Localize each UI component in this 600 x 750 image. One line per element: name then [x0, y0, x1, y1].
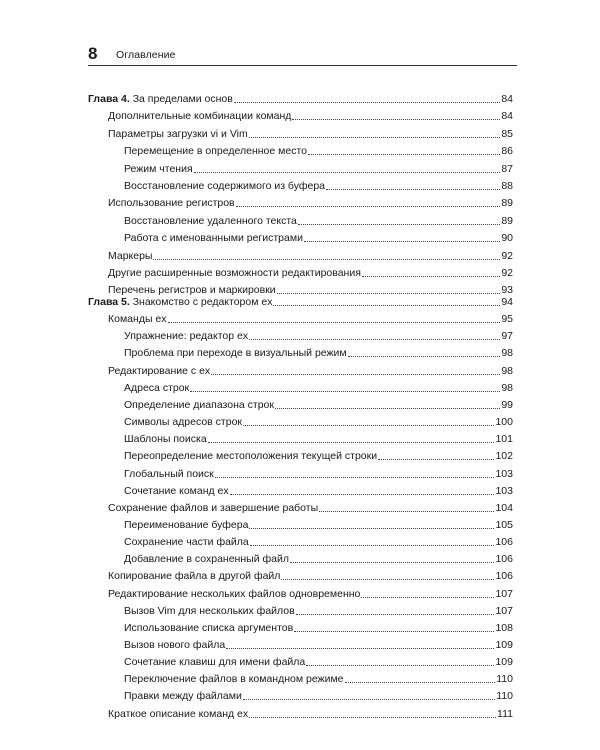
toc-title-text: Определение диапазона строк	[124, 399, 274, 411]
toc-entry	[124, 141, 513, 158]
toc-entry	[124, 395, 513, 412]
toc-entry-title	[124, 180, 325, 193]
toc-entry	[108, 566, 513, 583]
toc-entry	[124, 635, 513, 652]
toc-title-text: Символы адресов строк	[124, 416, 243, 428]
toc-page-number: 108	[495, 622, 513, 634]
toc-entry	[124, 549, 513, 566]
toc-entry-title	[124, 536, 249, 549]
toc-entry-title	[108, 570, 280, 583]
dot-leader	[249, 339, 500, 340]
dot-leader	[362, 276, 500, 277]
toc-page-number: 98	[501, 347, 513, 359]
dot-leader	[249, 717, 496, 718]
toc-entry-title	[124, 519, 248, 532]
toc-chapter-entry	[88, 292, 513, 309]
toc-page-number: 98	[501, 365, 513, 377]
toc-entry	[108, 124, 513, 141]
toc-entry-title	[124, 656, 305, 669]
dot-leader	[249, 137, 501, 138]
toc-page-number: 102	[495, 450, 513, 462]
toc-page-number: 89	[501, 197, 513, 209]
dot-leader	[226, 648, 494, 649]
toc-title-text: Сочетание команд ex	[124, 485, 229, 497]
toc-page-number: 88	[501, 180, 513, 192]
toc-entry-title	[108, 267, 361, 280]
toc-title-text: Вызов Vim для нескольких файлов	[124, 605, 295, 617]
toc-title-text: Адреса строк	[124, 382, 190, 394]
toc-page-number: 109	[495, 656, 513, 668]
toc-entry	[124, 378, 513, 395]
toc-title-text: Переключение файлов в командном режиме	[124, 673, 344, 685]
toc-page-number: 105	[495, 519, 513, 531]
dot-leader	[243, 699, 495, 700]
dot-leader	[194, 172, 501, 173]
toc-entry	[108, 361, 513, 378]
toc-title-text: Сохранение части файла	[124, 536, 249, 548]
toc-title-text: Перечень регистров и маркировки	[108, 284, 276, 296]
toc-page-number: 87	[501, 163, 513, 175]
toc-entry-title	[124, 553, 289, 566]
header-divider	[88, 65, 517, 66]
toc-entry	[108, 193, 513, 210]
toc-entry	[124, 515, 513, 532]
toc-entry	[124, 429, 513, 446]
toc-page-number: 93	[501, 284, 513, 296]
toc-entry-title	[124, 468, 214, 481]
toc-title-text: Дополнительные комбинации команд	[108, 110, 292, 122]
toc-entry-title	[124, 232, 303, 245]
toc-entry	[124, 326, 513, 343]
toc-entry-title	[124, 416, 242, 429]
toc-entry-title	[108, 313, 167, 326]
toc-page-number: 111	[497, 708, 513, 720]
dot-leader	[168, 322, 501, 323]
toc-entry	[124, 618, 513, 635]
toc-title-text: Знакомство с редактором ex	[132, 296, 273, 308]
toc-title-text: Работа с именованными регистрами	[124, 232, 303, 244]
toc-page-number: 95	[501, 313, 513, 325]
toc-entry	[124, 669, 513, 686]
toc-page-number: 97	[501, 330, 513, 342]
toc-page-number: 106	[495, 553, 513, 565]
dot-leader	[234, 102, 500, 103]
toc-title-text: Команды ex	[108, 313, 167, 325]
toc-entry	[124, 481, 513, 498]
toc-entry-title	[124, 639, 225, 652]
toc-entry-title	[88, 296, 272, 309]
page-number: 8	[88, 44, 98, 63]
toc-chapter-entry	[88, 89, 513, 106]
toc-entry-title	[124, 433, 207, 446]
dot-leader	[345, 682, 496, 683]
dot-leader	[298, 224, 500, 225]
toc-title-text: Глобальный поиск	[124, 468, 214, 480]
toc-page-number: 109	[495, 639, 513, 651]
toc-entry	[124, 343, 513, 360]
dot-leader	[273, 305, 500, 306]
toc-entry-title	[124, 605, 295, 618]
toc-page-number: 100	[495, 416, 513, 428]
toc-title-text: Краткое описание команд ex	[108, 708, 249, 720]
toc-entry-title	[88, 93, 233, 106]
toc-entry-title	[108, 502, 318, 515]
dot-leader	[292, 119, 500, 120]
toc-entry	[124, 412, 513, 429]
toc-entry	[108, 106, 513, 123]
toc-entry	[124, 228, 513, 245]
toc-chapter-label: Глава 5.	[88, 296, 130, 308]
toc-page-number: 94	[501, 296, 513, 308]
toc-entry	[108, 246, 513, 263]
toc-entry	[124, 211, 513, 228]
toc-entry	[108, 263, 513, 280]
dot-leader	[211, 374, 500, 375]
toc-entry-title	[124, 145, 307, 158]
toc-entry	[124, 464, 513, 481]
toc-entry-title	[108, 250, 152, 263]
toc-page-number: 104	[495, 502, 513, 514]
toc-entry	[124, 176, 513, 193]
toc-title-text: Использование списка аргументов	[124, 622, 294, 634]
toc-page-number: 107	[495, 588, 513, 600]
toc-title-text: Переопределение местоположения текущей строки	[124, 450, 378, 462]
toc-title-text: Упражнение: редактор ex	[124, 330, 249, 342]
toc-title-text: Параметры загрузки vi и Vim	[108, 128, 248, 140]
toc-page-number: 110	[496, 673, 513, 685]
toc-entry-title	[108, 365, 210, 378]
toc-entry	[124, 446, 513, 463]
toc-title-text: Шаблоны поиска	[124, 433, 207, 445]
dot-leader	[326, 189, 500, 190]
toc-title-text: За пределами основ	[132, 93, 233, 105]
toc-page-number: 92	[501, 267, 513, 279]
toc-page-number: 86	[501, 145, 513, 157]
toc-entry-title	[108, 110, 291, 123]
dot-leader	[215, 477, 495, 478]
dot-leader	[290, 562, 495, 563]
dot-leader	[378, 459, 494, 460]
toc-chapter-label: Глава 4.	[88, 93, 130, 105]
toc-title-text: Перемещение в определенное место	[124, 145, 307, 157]
toc-page-number: 103	[495, 485, 513, 497]
dot-leader	[275, 408, 500, 409]
toc-entry	[124, 652, 513, 669]
page-header	[88, 44, 517, 66]
dot-leader	[306, 665, 494, 666]
toc-entry-title	[124, 163, 193, 176]
toc-page-number: 110	[496, 690, 513, 702]
dot-leader	[249, 528, 494, 529]
toc-entry	[108, 704, 513, 721]
toc-entry-title	[108, 708, 248, 721]
toc-page-number: 98	[501, 382, 513, 394]
toc-page-number: 84	[501, 93, 513, 105]
toc-entry-title	[124, 450, 377, 463]
toc-page-number: 103	[495, 468, 513, 480]
toc-title-text: Добавление в сохраненный файл	[124, 553, 289, 565]
toc-title-text: Восстановление содержимого из буфера	[124, 180, 325, 192]
dot-leader	[250, 545, 495, 546]
dot-leader	[208, 442, 495, 443]
toc-page-number: 92	[501, 250, 513, 262]
toc-page-number: 84	[501, 110, 513, 122]
dot-leader	[153, 259, 500, 260]
dot-leader	[361, 597, 494, 598]
toc-entry-title	[124, 382, 189, 395]
toc-entry	[108, 584, 513, 601]
running-title: Оглавление	[116, 49, 176, 61]
toc-entry	[124, 686, 513, 703]
toc-title-text: Вызов нового файла	[124, 639, 226, 651]
toc-entry-title	[124, 485, 229, 498]
toc-title-text: Сохранение файлов и завершение работы	[108, 502, 319, 514]
toc-title-text: Использование регистров	[108, 197, 235, 209]
toc-entry-title	[108, 588, 360, 601]
dot-leader	[281, 579, 494, 580]
toc-title-text: Другие расширенные возможности редактирования	[108, 267, 361, 279]
toc-title-text: Маркеры	[108, 250, 153, 262]
toc-title-text: Восстановление удаленного текста	[124, 215, 297, 227]
dot-leader	[190, 391, 500, 392]
toc-page-number: 106	[495, 536, 513, 548]
toc-page-number: 107	[495, 605, 513, 617]
dot-leader	[243, 425, 494, 426]
toc-page-number: 89	[501, 215, 513, 227]
toc-entry	[108, 498, 513, 515]
dot-leader	[296, 614, 495, 615]
toc-page-number: 99	[501, 399, 513, 411]
dot-leader	[304, 241, 500, 242]
toc-title-text: Правки между файлами	[124, 690, 242, 702]
toc-entry	[124, 532, 513, 549]
toc-entry-title	[124, 673, 344, 686]
toc-title-text: Копирование файла в другой файл	[108, 570, 281, 582]
toc-entry-title	[124, 347, 347, 360]
toc-page-number: 101	[495, 433, 513, 445]
dot-leader	[348, 356, 501, 357]
toc-title-text: Сочетание клавиш для имени файла	[124, 656, 306, 668]
toc-page-number: 90	[501, 232, 513, 244]
toc-title-text: Режим чтения	[124, 163, 193, 175]
toc-page-number: 106	[495, 570, 513, 582]
toc-title-text: Редактирование с ex	[108, 365, 211, 377]
toc-entry-title	[124, 330, 248, 343]
toc-title-text: Переименование буфера	[124, 519, 249, 531]
toc-entry-title	[108, 197, 235, 210]
toc-entry-title	[124, 215, 297, 228]
toc-entry	[108, 309, 513, 326]
toc-entry	[124, 159, 513, 176]
dot-leader	[308, 154, 500, 155]
toc-entry-title	[108, 128, 248, 141]
toc-entry-title	[124, 690, 242, 703]
dot-leader	[319, 511, 494, 512]
dot-leader	[294, 631, 494, 632]
dot-leader	[230, 494, 495, 495]
toc-entry	[124, 601, 513, 618]
toc-title-text: Редактирование нескольких файлов одновременно	[108, 588, 361, 600]
toc-title-text: Проблема при переходе в визуальный режим	[124, 347, 347, 359]
toc-page-number: 85	[501, 128, 513, 140]
toc-entry-title	[124, 622, 293, 635]
dot-leader	[236, 206, 501, 207]
toc-entry-title	[124, 399, 274, 412]
